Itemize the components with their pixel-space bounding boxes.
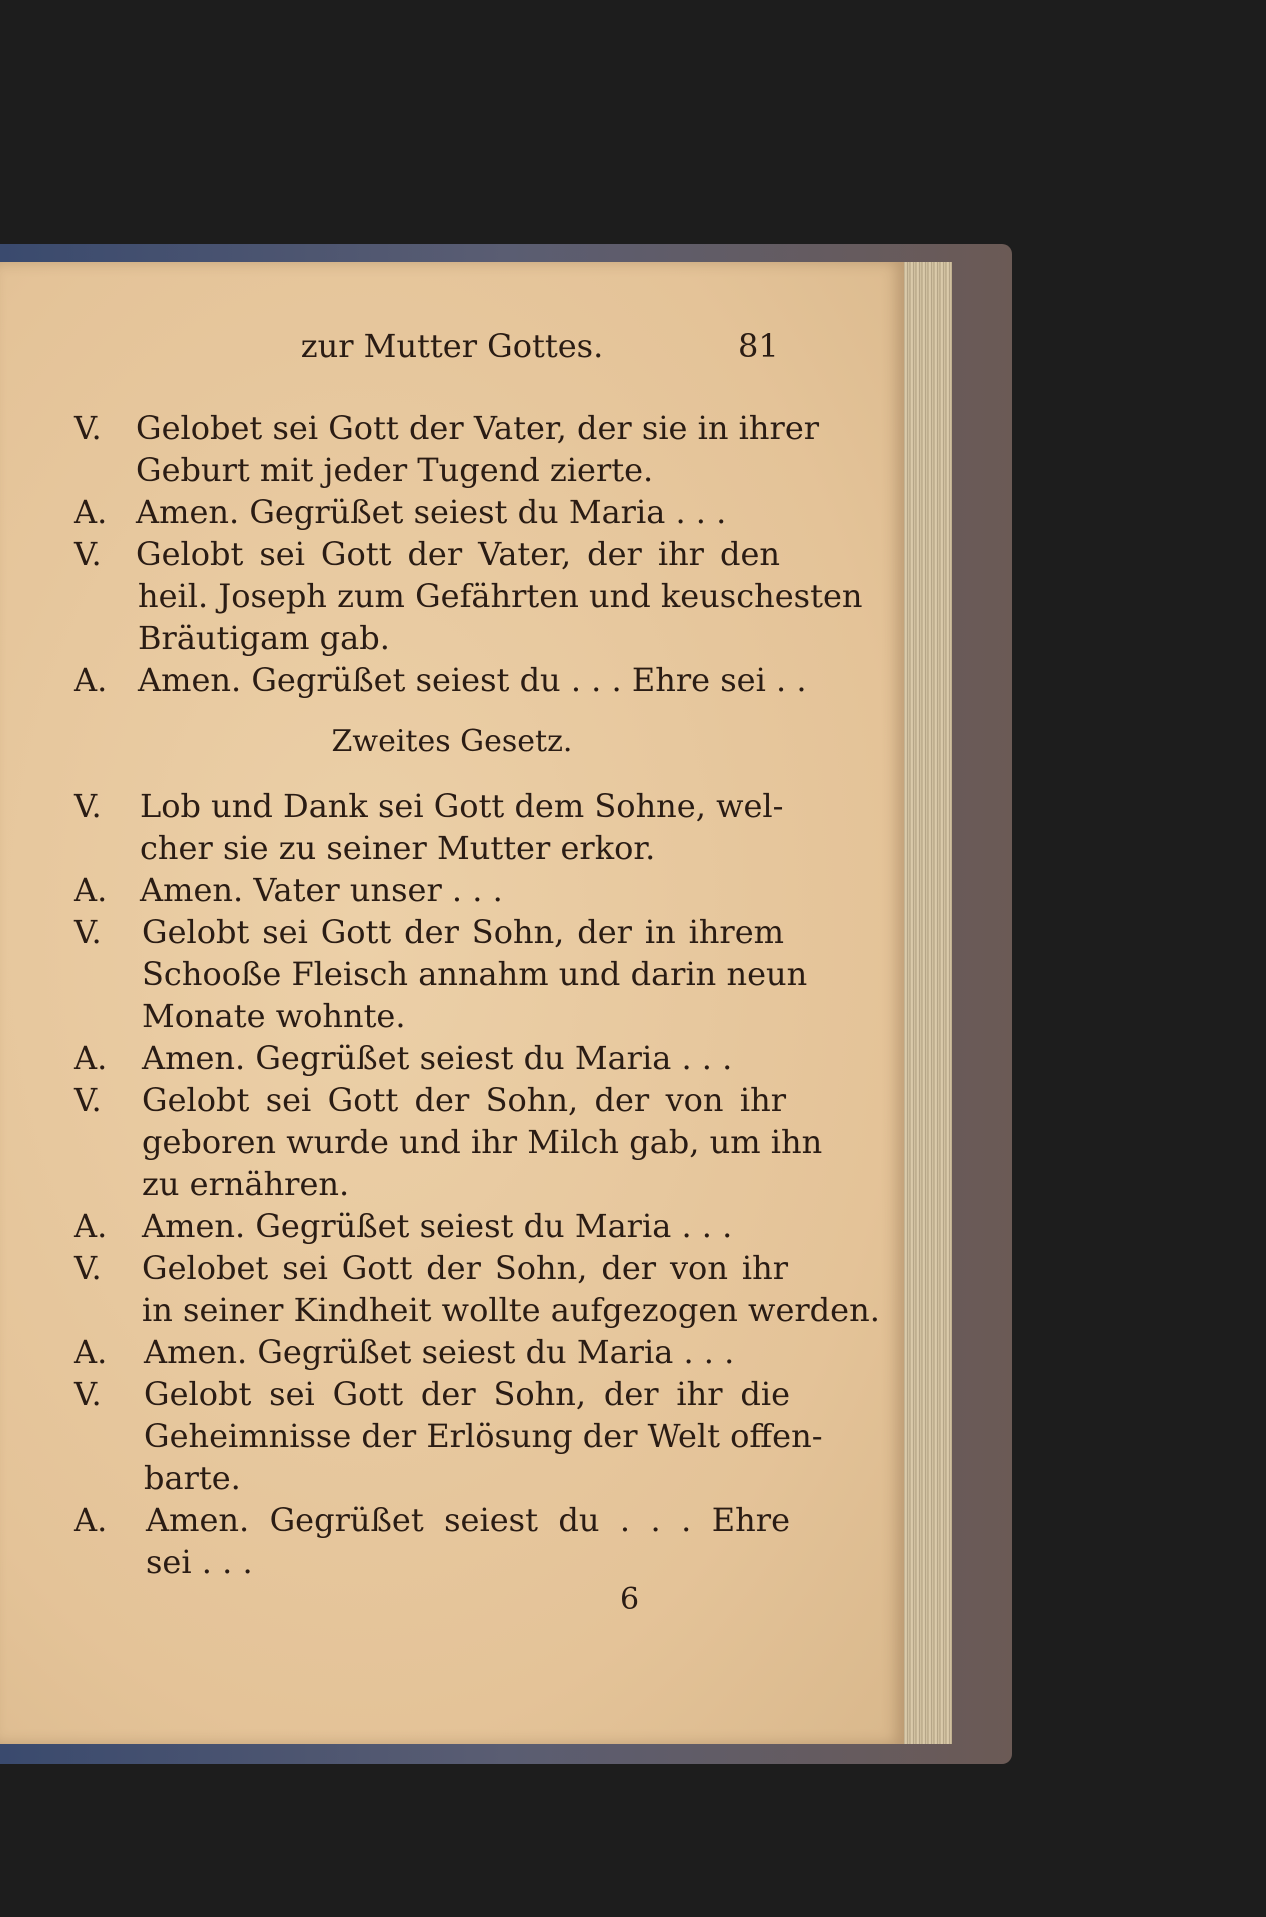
text-line xyxy=(0,1500,904,1540)
speaker-mark: V. xyxy=(74,1081,102,1119)
text-line xyxy=(0,1080,904,1120)
line-text: zu ernähren. xyxy=(142,1165,350,1203)
text-line xyxy=(0,828,904,868)
text-line xyxy=(0,786,904,826)
line-text: barte. xyxy=(144,1459,241,1497)
text-line xyxy=(0,1164,904,1204)
line-text: Schooße Fleisch annahm und darin neun xyxy=(142,955,808,993)
line-text: Amen. Vater unser . . . xyxy=(140,871,503,909)
line-text: Gelobt sei Gott der Sohn, der von ihr xyxy=(142,1081,786,1119)
speaker-mark: A. xyxy=(74,1207,108,1245)
line-text: heil. Joseph zum Gefährten und keuschesten xyxy=(138,577,863,615)
speaker-mark: A. xyxy=(74,1501,108,1539)
speaker-mark: V. xyxy=(74,535,102,573)
running-header-title: zur Mutter Gottes. xyxy=(300,327,604,365)
line-text: Geburt mit jeder Tugend zierte. xyxy=(136,451,654,489)
line-text: Gelobet sei Gott der Sohn, der von ihr xyxy=(142,1249,788,1287)
line-text: Amen. Gegrüßet seiest du Maria . . . xyxy=(136,493,727,531)
line-text: Gelobt sei Gott der Vater, der ihr den xyxy=(136,535,780,573)
text-line xyxy=(0,534,904,574)
line-text: sei . . . xyxy=(146,1543,253,1581)
line-text: Bräutigam gab. xyxy=(138,619,390,657)
speaker-mark: V. xyxy=(74,409,102,447)
text-line xyxy=(0,996,904,1036)
line-text: Gelobt sei Gott der Sohn, der in ihrem xyxy=(142,913,784,951)
speaker-mark: V. xyxy=(74,1375,102,1413)
page-number: 81 xyxy=(738,327,779,365)
line-text: cher sie zu seiner Mutter erkor. xyxy=(140,829,656,867)
text-line xyxy=(0,408,904,448)
speaker-mark: A. xyxy=(74,1333,108,1371)
text-line xyxy=(0,1416,904,1456)
text-line xyxy=(0,660,904,700)
book-page xyxy=(0,262,904,1744)
text-line xyxy=(0,1038,904,1078)
speaker-mark: A. xyxy=(74,661,108,699)
speaker-mark: A. xyxy=(74,871,108,909)
line-text: Amen. Gegrüßet seiest du . . . Ehre xyxy=(146,1501,790,1539)
text-line xyxy=(0,576,904,616)
line-text: Amen. Gegrüßet seiest du Maria . . . xyxy=(142,1039,733,1077)
speaker-mark: V. xyxy=(74,913,102,951)
page-edges xyxy=(896,262,952,1744)
text-line xyxy=(0,618,904,658)
line-text: Lob und Dank sei Gott dem Sohne, wel- xyxy=(140,787,784,825)
text-line xyxy=(0,450,904,490)
text-line xyxy=(0,1290,904,1330)
line-text: Amen. Gegrüßet seiest du . . . Ehre sei . . xyxy=(138,661,807,699)
section-title: Zweites Gesetz. xyxy=(331,724,573,759)
line-text: geboren wurde und ihr Milch gab, um ihn xyxy=(142,1123,823,1161)
line-text: in seiner Kindheit wollte aufgezogen werden. xyxy=(142,1291,880,1329)
text-line xyxy=(0,1374,904,1414)
speaker-mark: A. xyxy=(74,493,108,531)
text-line xyxy=(0,954,904,994)
text-line xyxy=(0,1122,904,1162)
line-text: Geheimnisse der Erlösung der Welt offen- xyxy=(144,1417,823,1455)
text-line xyxy=(0,1206,904,1246)
line-text: Gelobet sei Gott der Vater, der sie in ihrer xyxy=(136,409,820,447)
line-text: Gelobt sei Gott der Sohn, der ihr die xyxy=(144,1375,790,1413)
text-line xyxy=(0,492,904,532)
line-text: Monate wohnte. xyxy=(142,997,406,1035)
text-line xyxy=(0,1248,904,1288)
line-text: Amen. Gegrüßet seiest du Maria . . . xyxy=(142,1207,733,1245)
line-text: Amen. Gegrüßet seiest du Maria . . . xyxy=(144,1333,735,1371)
text-line xyxy=(0,1332,904,1372)
text-line xyxy=(0,1542,904,1582)
text-line xyxy=(0,870,904,910)
speaker-mark: V. xyxy=(74,787,102,825)
signature-mark: 6 xyxy=(620,1582,640,1617)
speaker-mark: A. xyxy=(74,1039,108,1077)
speaker-mark: V. xyxy=(74,1249,102,1287)
text-line xyxy=(0,912,904,952)
text-line xyxy=(0,1458,904,1498)
